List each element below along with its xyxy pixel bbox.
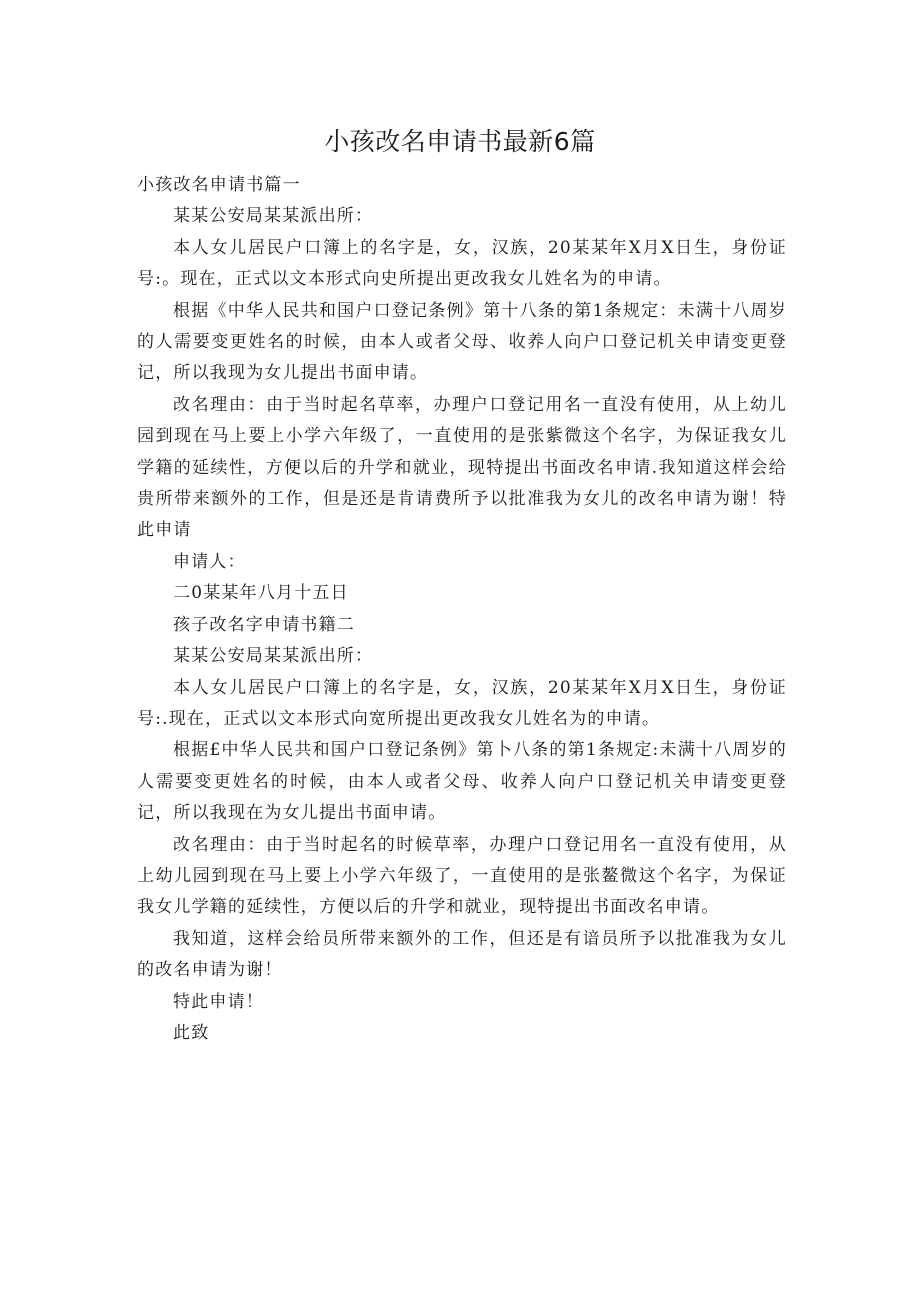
paragraph: 改名理由：由于当时起名的时候草率，办理户口登记用名一直没有使用，从上幼儿园到现在马上要上小学六年级了，一直使用的是张鳌微这个名字，为保证我女儿学籍的延续性，方便以后的升学和就业，现特提出书面改名申请。 [137,834,787,918]
document-title: 小孩改名申请书最新6篇 [324,127,596,156]
paragraph: 改名理由：由于当时起名草率，办理户口登记用名一直没有使用，从上幼儿园到现在马上要上小学六年级了，一直使用的是张紫微这个名字，为保证我女儿学籍的延续性，方便以后的升学和就业，现特提出书面改名申请.我知道这样会给贵所带来额外的工作，但是还是肯请费所予以批准我为女儿的改名申请为谢！特此申请 [137,394,787,541]
paragraph: 小孩改名申请书篇一 [137,175,301,195]
paragraph: 根据£中华人民共和国户口登记条例》第卜八条的第1条规定:未满十八周岁的人需要变更姓名的时候，由本人或者父母、收养人向户口登记机关申请变更登记，所以我现在为女儿提出书面申请。 [137,740,787,824]
paragraph: 此致 [173,1022,210,1043]
paragraph: 某某公安局某某派出所： [173,206,374,227]
paragraph: 孩子改名字申请书籍二 [173,614,355,635]
paragraph: 本人女儿居民户口簿上的名字是，女，汉族，20某某年X月X日生，身份证号:。现在，正式以文本形式向史所提出更改我女儿姓名为的申请。 [137,237,787,290]
paragraph: 某某公安局某某派出所： [173,646,374,667]
paragraph: 本人女儿居民户口簿上的名字是，女，汉族，20某某年X月X日生，身份证号:.现在，正式以文本形式向宽所提出更改我女儿姓名为的申请。 [137,677,787,729]
paragraph: 二0某某年八月十五日 [173,583,349,604]
document-body [137,170,787,1049]
paragraph: 我知道，这样会给员所带来额外的工作，但还是有谙员所予以批准我为女儿的改名申请为谢！ [137,928,787,981]
paragraph: 根据《中华人民共和国户口登记条例》第十八条的第1条规定：未满十八周岁的人需要变更姓名的时候，由本人或者父母、收养人向户口登记机关申请变更登记，所以我现为女儿提出书面申请。 [137,300,787,384]
paragraph: 申请人： [173,551,246,572]
paragraph: 特此申请！ [173,991,264,1012]
